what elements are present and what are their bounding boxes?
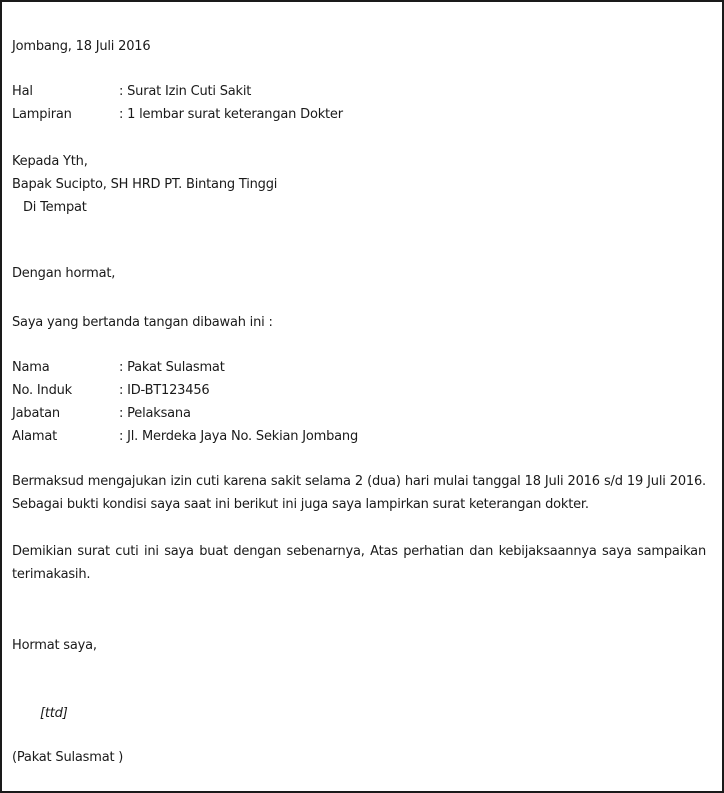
detail-label: No. Induk (12, 383, 73, 398)
letter-date: Jombang, 18 Juli 2016 (12, 39, 151, 54)
subject-row (12, 84, 251, 100)
detail-value: : Pelaksana (119, 406, 191, 421)
signer-name: (Pakat Sulasmat ) (12, 750, 124, 765)
detail-value: : ID-BT123456 (119, 383, 210, 398)
detail-row-address (12, 429, 358, 445)
subject-label: Hal (12, 84, 33, 99)
body-paragraph-2: Demikian surat cuti ini saya buat dengan sebenarnya, Atas perhatian dan kebijaksaannya saya sampaikan terimakasih. (12, 544, 706, 582)
subject-value: : Surat Izin Cuti Sakit (119, 84, 252, 99)
detail-row-name (12, 360, 225, 376)
detail-row-id (12, 383, 209, 399)
signature-placeholder: [ttd] (40, 706, 68, 721)
detail-row-position (12, 406, 191, 422)
attachment-label: Lampiran (12, 107, 72, 122)
intro-line: Saya yang bertanda tangan dibawah ini : (12, 315, 273, 330)
detail-label: Nama (12, 360, 50, 375)
detail-label: Alamat (12, 429, 57, 444)
detail-value: : Pakat Sulasmat (119, 360, 225, 375)
detail-value: : Jl. Merdeka Jaya No. Sekian Jombang (119, 429, 358, 444)
recipient-line-3: Di Tempat (23, 200, 87, 215)
recipient-line-2: Bapak Sucipto, SH HRD PT. Bintang Tinggi (12, 177, 278, 192)
attachment-row (12, 107, 343, 123)
detail-label: Jabatan (12, 406, 60, 421)
body-paragraph-1: Bermaksud mengajukan izin cuti karena sakit selama 2 (dua) hari mulai tanggal 18 Juli 2016 s/d 19 Juli 2016. Sebagai bukti kondisi saya saat ini berikut ini juga saya lampirkan surat keterangan dokter. (12, 474, 706, 512)
greeting: Dengan hormat, (12, 266, 116, 281)
recipient-line-1: Kepada Yth, (12, 154, 88, 169)
closing: Hormat saya, (12, 638, 97, 653)
attachment-value: : 1 lembar surat keterangan Dokter (119, 107, 343, 122)
